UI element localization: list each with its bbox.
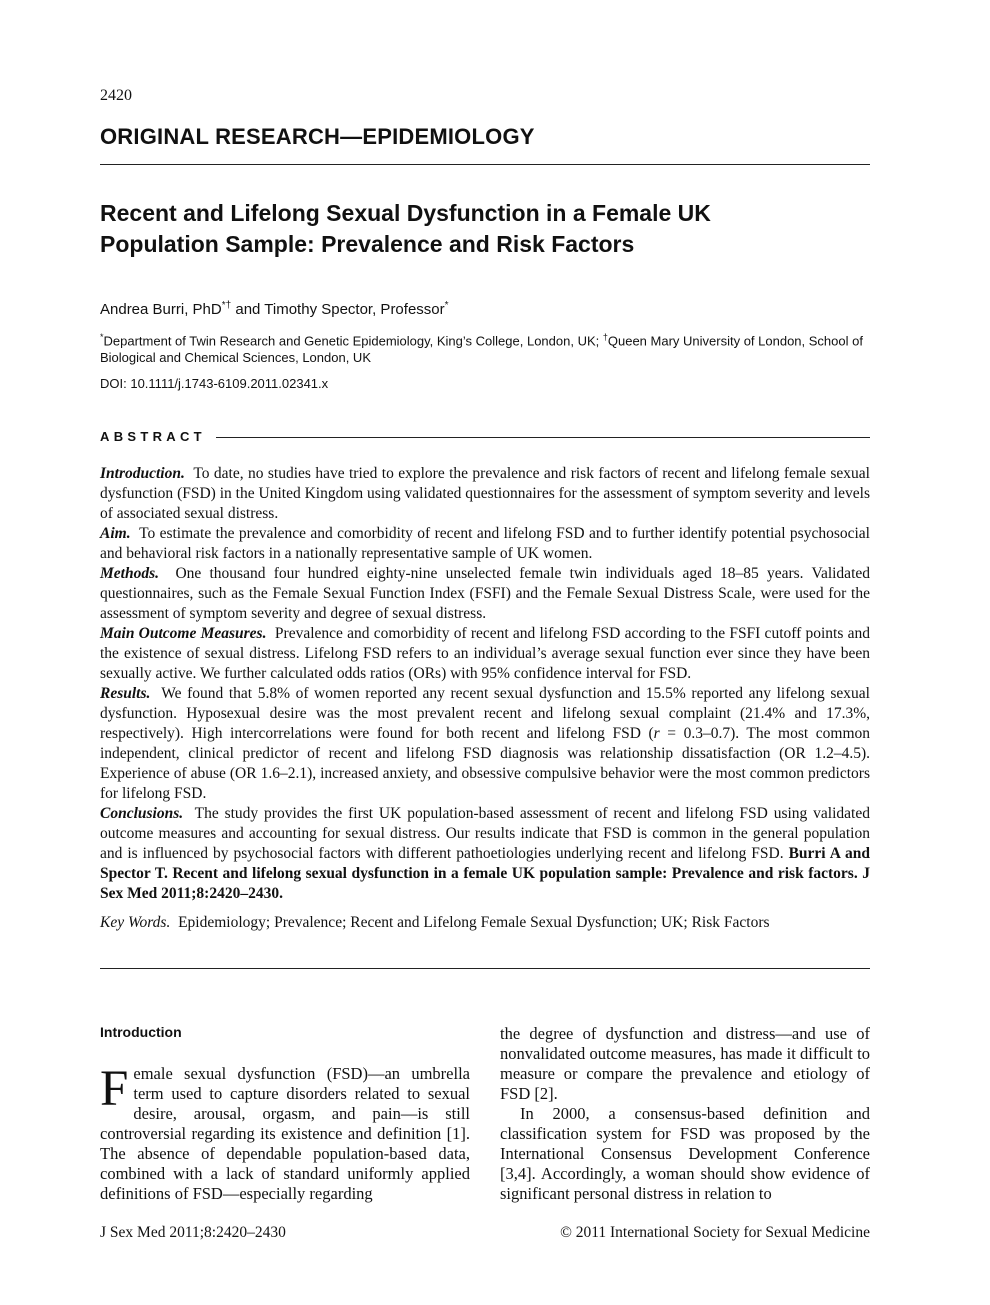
keywords xyxy=(100,913,870,933)
header-rule xyxy=(100,164,870,165)
abstract-introduction xyxy=(100,464,870,524)
doi-link[interactable]: DOI: 10.1111/j.1743-6109.2011.02341.x xyxy=(100,376,329,391)
paragraph: In 2000, a consensus-based definition and classification system for FSD was proposed by the International Consensus Development Conference [3,4]. Accordingly, a woman should show evidence of significant personal distress in relation to xyxy=(500,1104,870,1203)
abstract-methods xyxy=(100,564,870,624)
journal-citation: J Sex Med 2011;8:2420–2430 xyxy=(100,1224,286,1241)
citation: Burri A and Spector T. Recent and lifelong sexual dysfunction in a female UK population sample: Prevalence and risk factors. J Sex Med 2011;8:2420–2430. xyxy=(100,845,870,902)
abstract-conclusions xyxy=(100,804,870,904)
section-text: = 0.3–0.7). The most common independent, clinical predictor of recent and lifelong FSD diagnosis was relationship dissatisfaction (OR 1.2–4.5). Experience of abuse (OR 1.6–2.1), increased anxiety, and obsessive compulsive behavior were the most common predictors for lifelong FSD. xyxy=(100,725,871,802)
abstract-aim xyxy=(100,524,870,564)
author-name: Andrea Burri, PhD xyxy=(100,301,222,318)
abstract-bottom-rule xyxy=(100,968,870,969)
section-text: We found that 5.8% of women reported any recent sexual dysfunction and 15.5% reported any lifelong sexual dysfunction. Hyposexual desire was the most prevalent recent and lifelong sexual complaint (21.4% and 17.3%, respectively). High intercorrelations were found for both recent and lifelong FSD ( xyxy=(100,685,870,742)
article-title xyxy=(100,198,870,260)
page-number: 2420 xyxy=(100,87,132,104)
section-lead: Conclusions. xyxy=(100,805,184,822)
column-right xyxy=(500,1024,870,1204)
paragraph xyxy=(100,1061,470,1204)
abstract-results xyxy=(100,684,870,804)
section-text: One thousand four hundred eighty-nine unselected female twin individuals aged 18–85 years. Validated questionnaires, such as the Female Sexual Function Index (FSFI) and the Female Sexual Distress Scale, were used for the assessment of symptom severity and degree of sexual distress. xyxy=(100,565,871,622)
paragraph: the degree of dysfunction and distress—and use of nonvalidated outcome measures, has made it difficult to measure or compare the prevalence and etiology of FSD [2]. xyxy=(500,1024,870,1103)
symbol-r: r xyxy=(653,725,660,742)
section-lead: Results. xyxy=(100,685,151,702)
author-list xyxy=(100,300,449,318)
affiliations xyxy=(100,329,870,366)
abstract-outcome xyxy=(100,624,870,684)
section-text: The study provides the first UK population-based assessment of recent and lifelong FSD using validated outcome measures and accounting for sexual distress. Our results indicate that FSD is common in the general population and is influenced by psychosocial factors with different pathoetiologies underlying recent and lifelong FSD. xyxy=(100,805,870,862)
drop-cap: F xyxy=(100,1061,129,1117)
keywords-text: Epidemiology; Prevalence; Recent and Lifelong Female Sexual Dysfunction; UK; Risk Factors xyxy=(178,914,770,931)
author-name: Timothy Spector, Professor xyxy=(264,301,445,318)
paragraph-text: emale sexual dysfunction (FSD)—an umbrella term used to capture disorders related to sexual desire, arousal, orgasm, and pain—is still controversial regarding its existence and definition [1]. The absence of dependable population-based data, combined with a lack of standard uniformly applied definitions of FSD—especially regarding xyxy=(100,1064,470,1203)
title-line: Population Sample: Prevalence and Risk Factors xyxy=(100,231,635,257)
column-left xyxy=(100,1061,470,1204)
affiliation-marker: * xyxy=(444,300,449,311)
section-text: To estimate the prevalence and comorbidity of recent and lifelong FSD and to further identify potential psychosocial and behavioral risk factors in a nationally representative sample of UK women. xyxy=(100,525,870,562)
affiliation-marker: * xyxy=(100,332,104,342)
section-lead: Introduction. xyxy=(100,465,185,482)
abstract-rule xyxy=(216,437,870,438)
abstract-body xyxy=(100,464,870,904)
keywords-label: Key Words. xyxy=(100,914,171,931)
affiliation-text: Department of Twin Research and Genetic Epidemiology, King’s College, London, UK; xyxy=(103,333,603,349)
affiliation-marker: † xyxy=(602,332,608,342)
section-lead: Aim. xyxy=(100,525,131,542)
affiliation-marker: *† xyxy=(221,300,232,311)
section-lead: Methods. xyxy=(100,565,159,582)
copyright: © 2011 International Society for Sexual Medicine xyxy=(560,1224,870,1241)
title-line: Recent and Lifelong Sexual Dysfunction in a Female UK xyxy=(100,200,711,226)
section-lead: Main Outcome Measures. xyxy=(100,625,267,642)
section-text: Prevalence and comorbidity of recent and lifelong FSD according to the FSFI cutoff points and the existence of sexual distress. Lifelong FSD refers to an individual’s average sexual function ever since they have been sexually active. We further calculated odds ratios (ORs) with 95% confidence interval for FSD. xyxy=(100,625,870,682)
abstract-label: ABSTRACT xyxy=(100,429,206,444)
section-heading: ORIGINAL RESEARCH—EPIDEMIOLOGY xyxy=(100,124,535,149)
introduction-heading: Introduction xyxy=(100,1024,182,1040)
author-joiner: and xyxy=(231,301,265,318)
section-text: To date, no studies have tried to explore the prevalence and risk factors of recent and lifelong female sexual dysfunction (FSD) in the United Kingdom using validated questionnaires for the assessment of symptom severity and levels of associated sexual distress. xyxy=(100,465,870,522)
affiliation-text: Queen Mary University of London, School of Biological and Chemical Sciences, London, UK xyxy=(100,333,863,366)
